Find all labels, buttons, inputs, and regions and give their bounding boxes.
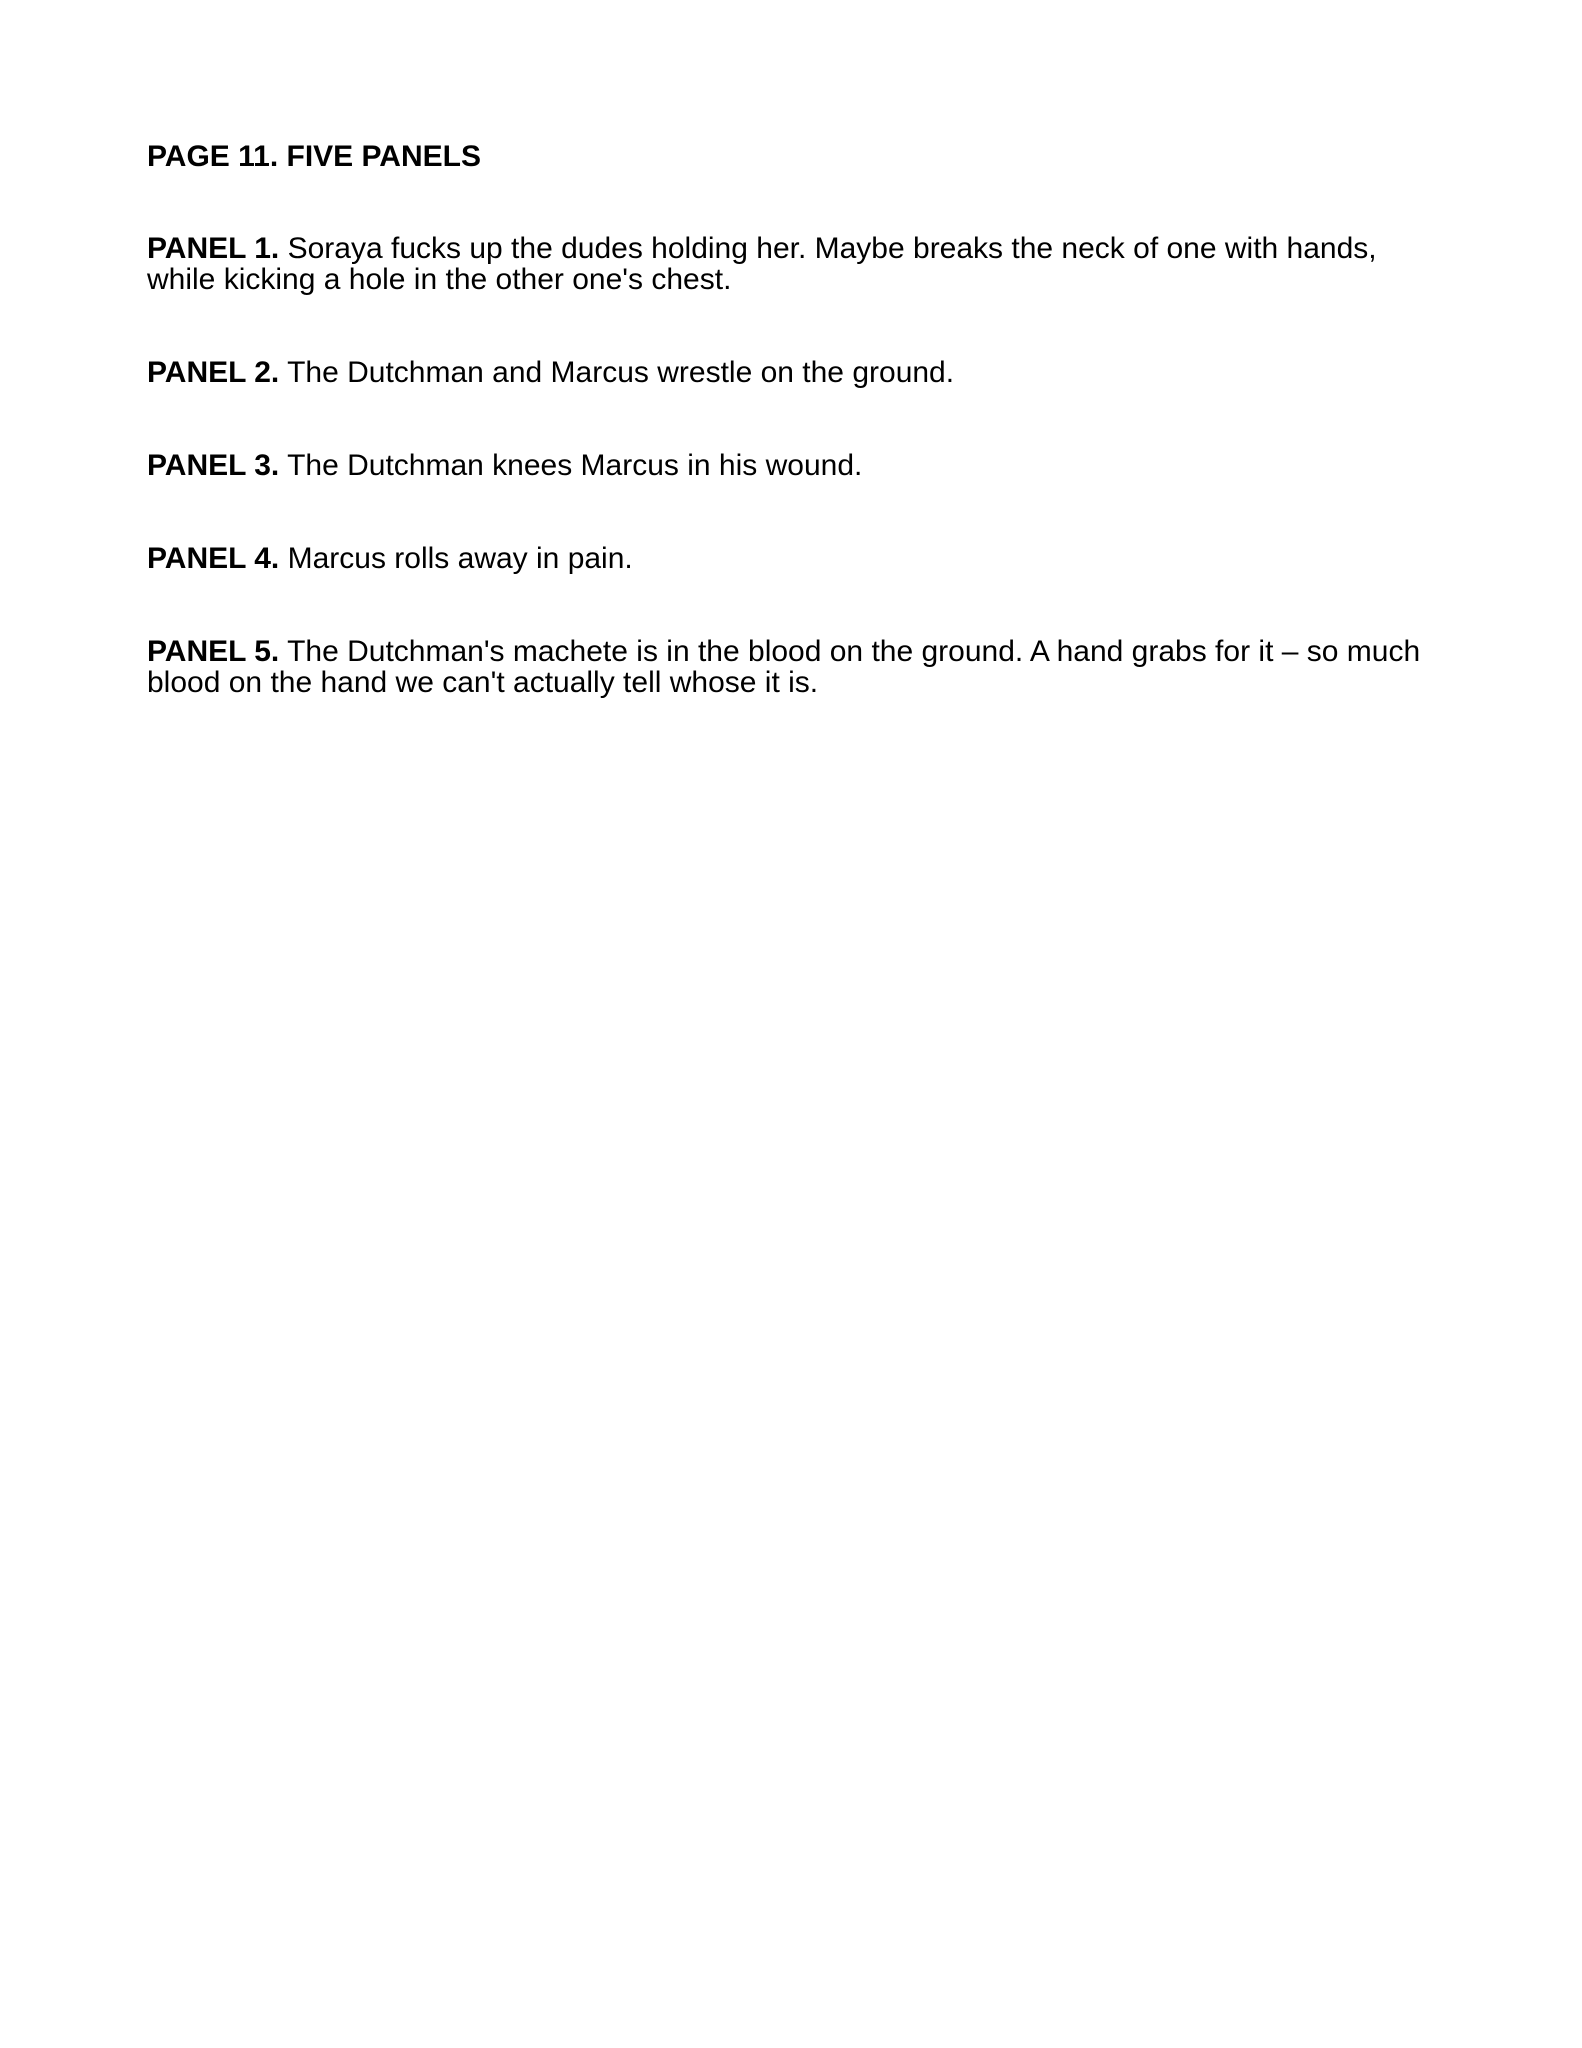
panel-label: PANEL 4. bbox=[147, 542, 280, 575]
panel-label: PANEL 3. bbox=[147, 449, 280, 482]
panel-description bbox=[147, 543, 1447, 574]
panel-text: Marcus rolls away in pain. bbox=[287, 542, 633, 575]
panel-text: Soraya fucks up the dudes holding her. Maybe breaks the neck of one with hands, while kicking a hole in the other one's chest. bbox=[147, 232, 1377, 296]
panel-text: The Dutchman's machete is in the blood on the ground. A hand grabs for it – so much blood on the hand we can't actually tell whose it is. bbox=[147, 635, 1421, 699]
panel-text: The Dutchman and Marcus wrestle on the ground. bbox=[287, 356, 955, 389]
panel-label: PANEL 5. bbox=[147, 635, 280, 668]
panel-description bbox=[147, 233, 1447, 295]
panel-label: PANEL 2. bbox=[147, 356, 280, 389]
panel-text: The Dutchman knees Marcus in his wound. bbox=[287, 449, 863, 482]
script-content bbox=[147, 140, 1447, 760]
panel-description bbox=[147, 357, 1447, 388]
panel-description bbox=[147, 636, 1447, 698]
page-heading: PAGE 11. FIVE PANELS bbox=[147, 140, 481, 173]
panel-description bbox=[147, 450, 1447, 481]
panel-label: PANEL 1. bbox=[147, 232, 280, 265]
